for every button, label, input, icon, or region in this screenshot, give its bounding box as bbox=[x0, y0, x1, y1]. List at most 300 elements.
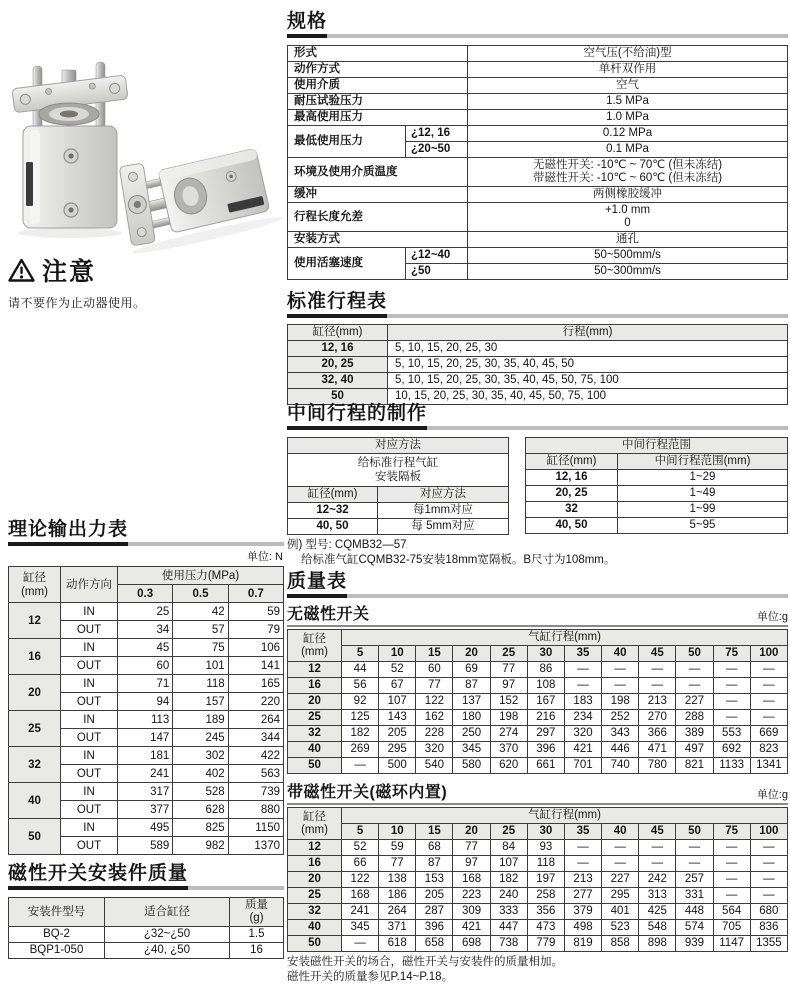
table-cell: 1~99 bbox=[618, 502, 788, 518]
table-cell: 692 bbox=[713, 742, 750, 758]
table-cell: 16 bbox=[288, 856, 342, 872]
table-cell: 45 bbox=[639, 824, 676, 840]
table-cell: 186 bbox=[379, 888, 416, 904]
table-cell: 168 bbox=[342, 888, 379, 904]
spec-section-title: 规格 bbox=[287, 6, 327, 38]
table-cell: — bbox=[342, 758, 379, 774]
table-cell: 使用活塞速度 bbox=[288, 248, 406, 280]
table-cell: 366 bbox=[639, 726, 676, 742]
table-cell: — bbox=[602, 856, 639, 872]
table-row bbox=[288, 519, 509, 535]
table-cell: 370 bbox=[490, 742, 527, 758]
table-cell: 421 bbox=[564, 742, 601, 758]
table-cell: 371 bbox=[379, 920, 416, 936]
table-cell: 30 bbox=[527, 646, 564, 662]
table-cell: 825 bbox=[173, 819, 228, 837]
table-cell: 93 bbox=[527, 840, 564, 856]
table-cell: 40, 50 bbox=[288, 519, 378, 535]
table-cell: 107 bbox=[379, 694, 416, 710]
title-rule bbox=[128, 542, 284, 546]
table-cell: 138 bbox=[379, 872, 416, 888]
table-cell: — bbox=[639, 856, 676, 872]
table-cell: 缸径(mm) bbox=[288, 487, 378, 503]
force-header-row bbox=[9, 567, 284, 585]
table-cell: IN bbox=[61, 783, 118, 801]
table-cell: 40, 50 bbox=[526, 518, 618, 534]
table-cell: 288 bbox=[676, 710, 713, 726]
table-cell: 118 bbox=[527, 856, 564, 872]
table-cell: 20, 25 bbox=[288, 357, 388, 373]
table-cell: 421 bbox=[453, 920, 490, 936]
table-cell: 0.12 MPa bbox=[468, 126, 788, 142]
table-cell: BQP1-050 bbox=[9, 943, 105, 959]
table-cell: — bbox=[713, 694, 750, 710]
table-cell: 45 bbox=[639, 646, 676, 662]
table-row bbox=[288, 662, 788, 678]
table-cell: 252 bbox=[602, 710, 639, 726]
table-row bbox=[288, 742, 788, 758]
mid-stroke-section-head bbox=[287, 398, 788, 430]
weights-stroke-row bbox=[288, 824, 788, 840]
product-photos bbox=[8, 40, 280, 242]
mount-col-weight: 质量 (g) bbox=[230, 898, 284, 927]
method-header: 对应方法 bbox=[288, 438, 509, 454]
table-cell: 20 bbox=[9, 675, 61, 711]
table-cell: 100 bbox=[750, 824, 787, 840]
table-cell: 836 bbox=[750, 920, 787, 936]
table-cell: 153 bbox=[416, 872, 453, 888]
table-cell: 50 bbox=[288, 758, 342, 774]
table-cell: ¿20~50 bbox=[406, 142, 468, 158]
table-cell: 495 bbox=[118, 819, 173, 837]
table-cell: IN bbox=[61, 603, 118, 621]
table-cell: — bbox=[713, 888, 750, 904]
force-table-body bbox=[9, 603, 284, 855]
table-cell: 97 bbox=[453, 856, 490, 872]
table-cell: 75 bbox=[173, 639, 228, 657]
table-cell: 50 bbox=[288, 389, 388, 405]
table-cell: 5 bbox=[342, 646, 379, 662]
table-cell: 单杆双作用 bbox=[468, 62, 788, 78]
table-cell: 669 bbox=[750, 726, 787, 742]
table-cell: 589 bbox=[118, 837, 173, 855]
table-cell: 183 bbox=[564, 694, 601, 710]
table-cell: 317 bbox=[118, 783, 173, 801]
table-row bbox=[9, 927, 284, 943]
table-cell: 59 bbox=[379, 840, 416, 856]
warning-icon bbox=[8, 258, 35, 283]
table-cell: 234 bbox=[564, 710, 601, 726]
table-cell: 264 bbox=[228, 711, 283, 729]
table-cell: — bbox=[750, 840, 787, 856]
table-cell: ¿40, ¿50 bbox=[105, 943, 230, 959]
title-rule bbox=[427, 426, 788, 430]
table-cell: — bbox=[602, 662, 639, 678]
brand-label-strip bbox=[26, 162, 33, 206]
table-cell: 32 bbox=[288, 904, 342, 920]
weights-section-head bbox=[287, 566, 788, 598]
table-cell: 50~500mm/s bbox=[468, 248, 788, 264]
weights-stroke-row bbox=[288, 646, 788, 662]
table-cell: — bbox=[639, 678, 676, 694]
table-cell: 25 bbox=[490, 824, 527, 840]
table-cell: 69 bbox=[453, 662, 490, 678]
table-cell: 30 bbox=[527, 824, 564, 840]
spec-section-head bbox=[287, 6, 788, 38]
table-cell: 94 bbox=[118, 693, 173, 711]
force-unit-label: 单位: N bbox=[246, 551, 283, 563]
cylinder-photos-illustration bbox=[8, 40, 280, 242]
table-cell: 0.3 bbox=[118, 585, 173, 603]
table-cell: 10 bbox=[379, 824, 416, 840]
table-cell: 空气 bbox=[468, 78, 788, 94]
table-cell: 564 bbox=[713, 904, 750, 920]
table-cell: 无磁性开关: -10℃ ~ 70℃ (但未冻结) 带磁性开关: -10℃ ~ 60℃ (但未冻结) bbox=[468, 158, 788, 187]
table-cell: 75 bbox=[713, 646, 750, 662]
table-cell: 35 bbox=[564, 824, 601, 840]
table-cell: 最高使用压力 bbox=[288, 110, 468, 126]
table-cell: 20, 25 bbox=[526, 486, 618, 502]
table-cell: OUT bbox=[61, 765, 118, 783]
table-cell: 12 bbox=[288, 840, 342, 856]
table-cell: 56 bbox=[342, 678, 379, 694]
table-cell: 137 bbox=[453, 694, 490, 710]
table-cell: 227 bbox=[602, 872, 639, 888]
table-cell: 40 bbox=[288, 742, 342, 758]
table-cell: 661 bbox=[527, 758, 564, 774]
table-cell: 379 bbox=[564, 904, 601, 920]
table-cell: 389 bbox=[676, 726, 713, 742]
stroke-table-body bbox=[288, 341, 788, 405]
method-table-body bbox=[288, 503, 509, 535]
table-cell: 620 bbox=[490, 758, 527, 774]
table-cell: 12 bbox=[288, 662, 342, 678]
table-cell: — bbox=[602, 678, 639, 694]
table-cell: 220 bbox=[228, 693, 283, 711]
table-cell: 168 bbox=[453, 872, 490, 888]
table-cell: 343 bbox=[602, 726, 639, 742]
table-cell: 50 bbox=[676, 646, 713, 662]
table-cell: 每1mm对应 bbox=[378, 503, 509, 519]
table-cell: 181 bbox=[118, 747, 173, 765]
table-cell: IN bbox=[61, 819, 118, 837]
table-cell: 1341 bbox=[750, 758, 787, 774]
table-cell: 12, 16 bbox=[526, 470, 618, 486]
force-table-row bbox=[9, 603, 284, 621]
title-rule bbox=[327, 34, 788, 38]
table-cell: 50~300mm/s bbox=[468, 264, 788, 280]
table-cell: 101 bbox=[173, 657, 228, 675]
table-cell: 40 bbox=[288, 920, 342, 936]
table-cell: 5~95 bbox=[618, 518, 788, 534]
table-cell: 84 bbox=[490, 840, 527, 856]
table-cell: 安装方式 bbox=[288, 232, 468, 248]
table-cell: 113 bbox=[118, 711, 173, 729]
table-cell: — bbox=[713, 678, 750, 694]
table-cell: 377 bbox=[118, 801, 173, 819]
force-section-title: 理论输出力表 bbox=[8, 514, 128, 546]
table-cell: 12, 16 bbox=[288, 341, 388, 357]
table-cell: 205 bbox=[379, 726, 416, 742]
mount-section-title: 磁性开关安装件质量 bbox=[8, 858, 188, 890]
table-cell: IN bbox=[61, 747, 118, 765]
table-cell: 40 bbox=[9, 783, 61, 819]
stroke-section-title: 标准行程表 bbox=[287, 286, 387, 318]
table-cell: 1150 bbox=[228, 819, 283, 837]
mid-stroke-section-title: 中间行程的制作 bbox=[287, 398, 427, 430]
table-cell: 540 bbox=[416, 758, 453, 774]
table-cell: 77 bbox=[379, 856, 416, 872]
table-cell: 270 bbox=[639, 710, 676, 726]
table-cell: 67 bbox=[379, 678, 416, 694]
table-cell: 1355 bbox=[750, 936, 787, 952]
table-cell: 345 bbox=[453, 742, 490, 758]
table-cell: 344 bbox=[228, 729, 283, 747]
table-cell: OUT bbox=[61, 657, 118, 675]
table-cell: 167 bbox=[527, 694, 564, 710]
cylinder-photo-lying bbox=[112, 133, 285, 257]
table-row bbox=[288, 373, 788, 389]
table-row bbox=[288, 678, 788, 694]
table-cell: 45 bbox=[118, 639, 173, 657]
table-cell: 68 bbox=[416, 840, 453, 856]
table-cell: OUT bbox=[61, 801, 118, 819]
table-cell: ¿32~¿50 bbox=[105, 927, 230, 943]
table-cell: — bbox=[713, 872, 750, 888]
table-cell: 86 bbox=[527, 662, 564, 678]
table-cell: 42 bbox=[173, 603, 228, 621]
table-cell: OUT bbox=[61, 621, 118, 639]
force-col-bore: 缸径 (mm) bbox=[9, 567, 61, 603]
table-row bbox=[288, 341, 788, 357]
table-cell: 213 bbox=[564, 872, 601, 888]
table-cell: — bbox=[713, 710, 750, 726]
table-cell: 32 bbox=[288, 726, 342, 742]
table-cell: 858 bbox=[602, 936, 639, 952]
table-cell: 396 bbox=[527, 742, 564, 758]
table-cell: 中间行程范围(mm) bbox=[618, 454, 788, 470]
table-cell: — bbox=[713, 662, 750, 678]
table-cell: 60 bbox=[416, 662, 453, 678]
mid-stroke-notes bbox=[287, 538, 788, 568]
table-cell: 213 bbox=[639, 694, 676, 710]
table-cell: +1.0 mm 0 bbox=[468, 203, 788, 232]
table-cell: 269 bbox=[342, 742, 379, 758]
mount-table bbox=[8, 897, 284, 959]
table-cell: 108 bbox=[527, 678, 564, 694]
table-cell: 448 bbox=[676, 904, 713, 920]
table-cell: 32, 40 bbox=[288, 373, 388, 389]
stroke-header-row bbox=[288, 325, 788, 341]
method-subheader-row bbox=[288, 487, 509, 503]
table-cell: 125 bbox=[342, 710, 379, 726]
table-cell: 182 bbox=[490, 872, 527, 888]
weights-col-bore: 缸径 (mm) bbox=[288, 808, 342, 840]
table-cell: 471 bbox=[639, 742, 676, 758]
no-switch-head bbox=[287, 601, 788, 627]
table-cell: 122 bbox=[416, 694, 453, 710]
force-table-row bbox=[9, 747, 284, 765]
table-cell: IN bbox=[61, 639, 118, 657]
table-cell: 最低使用压力 bbox=[288, 126, 406, 158]
table-cell: — bbox=[564, 662, 601, 678]
table-cell: 447 bbox=[490, 920, 527, 936]
range-subheader-row bbox=[526, 454, 788, 470]
table-cell: 497 bbox=[676, 742, 713, 758]
table-row bbox=[288, 503, 509, 519]
table-row bbox=[288, 840, 788, 856]
table-row bbox=[288, 856, 788, 872]
table-cell: 0.7 bbox=[228, 585, 283, 603]
mount-col-bore: 适合缸径 bbox=[105, 898, 230, 927]
table-cell: 402 bbox=[173, 765, 228, 783]
table-cell: 523 bbox=[602, 920, 639, 936]
force-table-row bbox=[9, 675, 284, 693]
weights-notes bbox=[287, 955, 788, 985]
table-cell: 500 bbox=[379, 758, 416, 774]
table-cell: 698 bbox=[453, 936, 490, 952]
table-cell: 819 bbox=[564, 936, 601, 952]
table-cell: 1.0 MPa bbox=[468, 110, 788, 126]
stroke-section bbox=[287, 286, 788, 405]
table-cell: 250 bbox=[453, 726, 490, 742]
table-cell: 52 bbox=[379, 662, 416, 678]
mount-section bbox=[8, 858, 284, 959]
note-line: 安装磁性开关的场合，磁性开关与安装件的质量相加。 bbox=[287, 956, 563, 968]
table-cell: 473 bbox=[527, 920, 564, 936]
table-cell: 动作方式 bbox=[288, 62, 468, 78]
table-cell: 107 bbox=[490, 856, 527, 872]
table-cell: 50 bbox=[9, 819, 61, 855]
note-line: 磁性开关的质量参见P.14~P.18。 bbox=[287, 971, 454, 983]
table-cell: OUT bbox=[61, 729, 118, 747]
table-cell: 57 bbox=[173, 621, 228, 639]
stroke-section-head bbox=[287, 286, 788, 318]
table-cell: 5, 10, 15, 20, 25, 30, 35, 40, 45, 50, 75, 100 bbox=[388, 373, 788, 389]
table-cell: 189 bbox=[173, 711, 228, 729]
spec-table bbox=[287, 45, 788, 280]
table-cell: 618 bbox=[379, 936, 416, 952]
weights-header-row bbox=[288, 808, 788, 824]
title-rule bbox=[347, 594, 788, 598]
table-cell: — bbox=[713, 840, 750, 856]
caution-text: 请不要作为止动器使用。 bbox=[8, 296, 146, 310]
table-cell: ¿50 bbox=[406, 264, 468, 280]
weights-header-row bbox=[288, 630, 788, 646]
table-cell: 118 bbox=[173, 675, 228, 693]
table-cell: 87 bbox=[416, 856, 453, 872]
table-row bbox=[288, 357, 788, 373]
table-cell: 40 bbox=[602, 824, 639, 840]
table-cell: 40 bbox=[602, 646, 639, 662]
no-switch-unit: 单位:g bbox=[756, 611, 788, 623]
table-cell: 580 bbox=[453, 758, 490, 774]
table-cell: 356 bbox=[527, 904, 564, 920]
table-cell: 20 bbox=[288, 872, 342, 888]
table-cell: 106 bbox=[228, 639, 283, 657]
table-cell: 141 bbox=[228, 657, 283, 675]
table-cell: — bbox=[564, 840, 601, 856]
table-cell: 779 bbox=[527, 936, 564, 952]
table-cell: 缸径(mm) bbox=[526, 454, 618, 470]
table-cell: 152 bbox=[490, 694, 527, 710]
table-row bbox=[288, 920, 788, 936]
table-cell: 274 bbox=[490, 726, 527, 742]
table-cell: 240 bbox=[490, 888, 527, 904]
cylinder-photo-upright bbox=[12, 62, 128, 238]
table-cell: OUT bbox=[61, 693, 118, 711]
table-cell: 422 bbox=[228, 747, 283, 765]
table-cell: — bbox=[676, 856, 713, 872]
table-cell: 15 bbox=[416, 646, 453, 662]
table-cell: ¿12~40 bbox=[406, 248, 468, 264]
table-cell: — bbox=[750, 888, 787, 904]
table-cell: 75 bbox=[713, 824, 750, 840]
mount-table-body bbox=[9, 927, 284, 959]
stroke-col-bore: 缸径(mm) bbox=[288, 325, 388, 341]
title-rule bbox=[188, 886, 284, 890]
table-cell: — bbox=[750, 856, 787, 872]
table-cell: — bbox=[342, 936, 379, 952]
table-cell: 216 bbox=[527, 710, 564, 726]
table-cell: 553 bbox=[713, 726, 750, 742]
table-cell: 59 bbox=[228, 603, 283, 621]
table-cell: 形式 bbox=[288, 46, 468, 62]
table-cell: 71 bbox=[118, 675, 173, 693]
table-cell: 182 bbox=[342, 726, 379, 742]
table-row bbox=[288, 726, 788, 742]
mid-stroke-method-table bbox=[287, 437, 509, 535]
table-cell: 628 bbox=[173, 801, 228, 819]
table-cell: 548 bbox=[639, 920, 676, 936]
table-cell: 环境及使用介质温度 bbox=[288, 158, 468, 187]
table-cell: 295 bbox=[602, 888, 639, 904]
table-cell: 77 bbox=[453, 840, 490, 856]
table-row bbox=[526, 470, 788, 486]
table-cell: — bbox=[676, 662, 713, 678]
table-cell: 295 bbox=[379, 742, 416, 758]
table-cell: 77 bbox=[416, 678, 453, 694]
stroke-table bbox=[287, 324, 788, 405]
table-cell: 162 bbox=[416, 710, 453, 726]
table-cell: 16 bbox=[9, 639, 61, 675]
table-cell: 277 bbox=[564, 888, 601, 904]
table-row bbox=[9, 943, 284, 959]
table-cell: — bbox=[639, 662, 676, 678]
table-cell: 287 bbox=[416, 904, 453, 920]
table-cell: 12~32 bbox=[288, 503, 378, 519]
table-cell: 738 bbox=[490, 936, 527, 952]
table-cell: — bbox=[713, 856, 750, 872]
table-row bbox=[288, 888, 788, 904]
table-cell: 197 bbox=[527, 872, 564, 888]
table-cell: 122 bbox=[342, 872, 379, 888]
table-row bbox=[288, 904, 788, 920]
table-cell: 309 bbox=[453, 904, 490, 920]
table-cell: — bbox=[602, 840, 639, 856]
table-cell: 396 bbox=[416, 920, 453, 936]
mount-col-model: 安装件型号 bbox=[9, 898, 105, 927]
table-cell: IN bbox=[61, 711, 118, 729]
table-cell: 1133 bbox=[713, 758, 750, 774]
table-cell: 821 bbox=[676, 758, 713, 774]
table-cell: 0.5 bbox=[173, 585, 228, 603]
table-cell: 563 bbox=[228, 765, 283, 783]
force-table bbox=[8, 566, 284, 855]
table-cell: 92 bbox=[342, 694, 379, 710]
table-cell: 空气压(不给油)型 bbox=[468, 46, 788, 62]
weights-col-stroke: 气缸行程(mm) bbox=[342, 630, 788, 646]
